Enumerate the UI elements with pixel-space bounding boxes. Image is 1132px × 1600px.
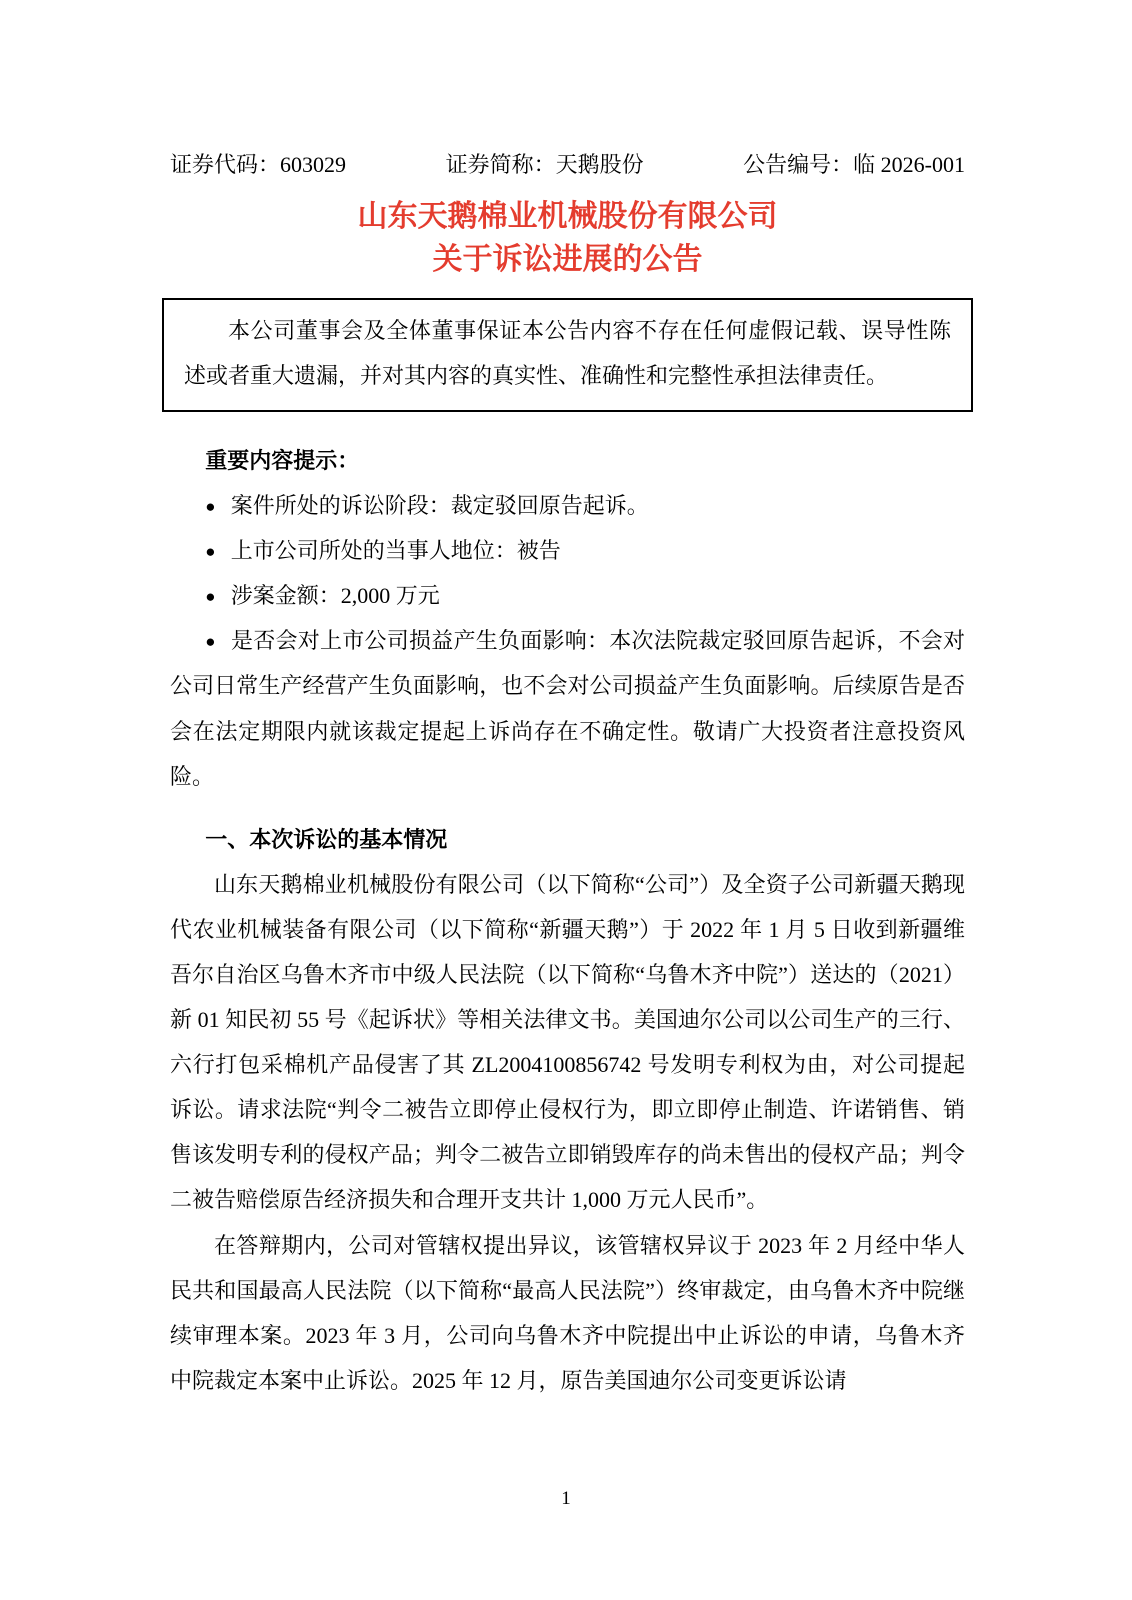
bullet-item-party-position <box>170 528 965 573</box>
highlights-heading: 重要内容提示： <box>205 447 360 473</box>
page-footer <box>0 1489 1132 1508</box>
page-number: 1 <box>561 1488 571 1509</box>
section-1-paragraph-2: 在答辩期内，公司对管辖权提出异议，该管辖权异议于 2023 年 2 月经中华人民共和国最高人民法院（以下简称“最高人民法院”）终审裁定，由乌鲁木齐中院继续审理本案。2023 年 3 月，公司向乌鲁木齐中院提出中止诉讼的申请，乌鲁木齐中院裁定本案中止诉讼。2025 年 12 月，原告美国迪尔公司变更诉讼请 <box>170 1232 965 1393</box>
bullet-icon: ● <box>205 587 216 607</box>
bullet-item-impact-statement <box>170 618 965 798</box>
bullet-item-litigation-stage <box>170 483 965 528</box>
bullet-text: 涉案金额：2,000 万元 <box>230 583 440 609</box>
bullet-icon: ● <box>205 632 216 652</box>
bullet-text: 案件所处的诉讼阶段：裁定驳回原告起诉。 <box>230 493 649 519</box>
stock-code: 证券代码：603029 <box>170 152 347 177</box>
section-1-heading: 一、本次诉讼的基本情况 <box>205 826 448 852</box>
announcement-number: 公告编号：临 2026-001 <box>743 152 965 177</box>
bullet-icon: ● <box>205 497 216 517</box>
bullet-text: 上市公司所处的当事人地位：被告 <box>230 538 561 564</box>
disclaimer-box <box>162 298 973 412</box>
disclaimer-text: 本公司董事会及全体董事保证本公告内容不存在任何虚假记载、误导性陈述或者重大遗漏，并对其内容的真实性、准确性和完整性承担法律责任。 <box>184 317 951 388</box>
company-name-title: 山东天鹅棉业机械股份有限公司 <box>357 199 778 233</box>
bullet-text: 是否会对上市公司损益产生负面影响：本次法院裁定驳回原告起诉，不会对公司日常生产经营产生负面影响，也不会对公司损益产生负面影响。后续原告是否会在法定期限内就该裁定提起上诉尚存在不确定性。敬请广大投资者注意投资风险。 <box>170 628 965 789</box>
bullet-icon: ● <box>205 542 216 562</box>
stock-abbr: 证券简称：天鹅股份 <box>445 152 644 177</box>
bullet-item-amount-involved <box>170 573 965 618</box>
announcement-subject-title: 关于诉讼进展的公告 <box>432 243 703 277</box>
section-1-paragraph-1: 山东天鹅棉业机械股份有限公司（以下简称“公司”）及全资子公司新疆天鹅现代农业机械装备有限公司（以下简称“新疆天鹅”）于 2022 年 1 月 5 日收到新疆维吾尔自治区乌鲁木齐市中级人民法院（以下简称“乌鲁木齐中院”）送达的（2021）新 01 知民初 55 号《起诉状》等相关法律文书。美国迪尔公司以公司生产的三行、六行打包采棉机产品侵害了其 ZL2004100856742 号发明专利权为由，对公司提起诉讼。请求法院“判令二被告立即停止侵权行为，即立即停止制造、许诺销售、销售该发明专利的侵权产品；判令二被告立即销毁库存的尚未售出的侵权产品；判令二被告赔偿原告经济损失和合理开支共计 1,000 万元人民币”。 <box>170 871 965 1213</box>
document-header <box>170 150 965 181</box>
